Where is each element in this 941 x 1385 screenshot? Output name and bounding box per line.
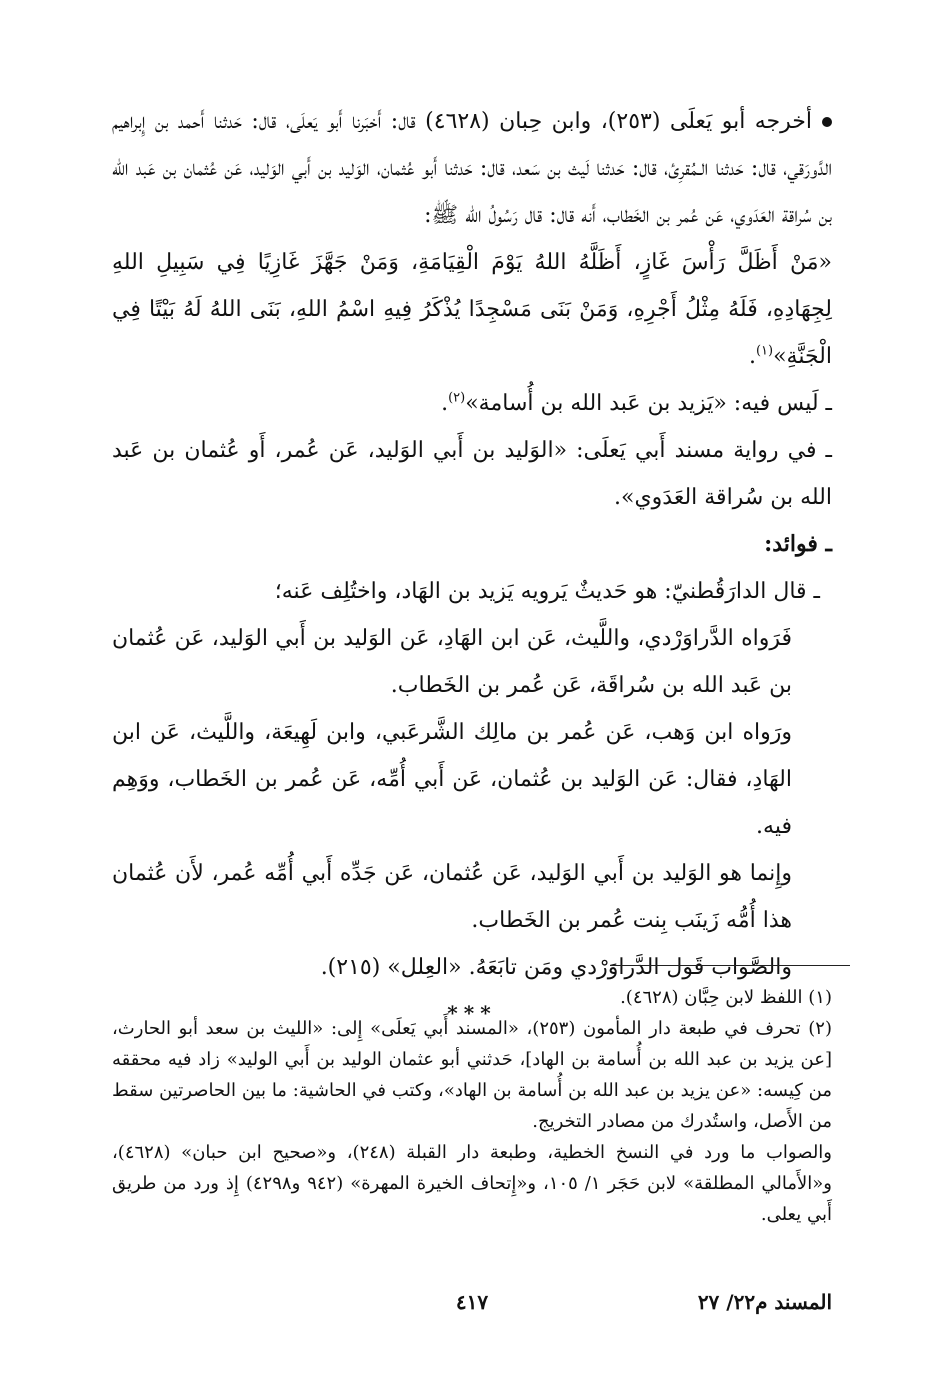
- hadith-text: «مَنْ أَظَلَّ رَأْسَ غَازٍ، أَظَلَّهُ اللهُ يَوْمَ الْقِيَامَةِ، وَمَنْ جَهَّزَ غَازِيًا فِي سَبِيلِ اللهِ لِجِهَادِهِ، فَلَهُ مِثْلُ أَجْرِهِ، وَمَنْ بَنَى مَسْجِدًا يُذْكَرُ فِيهِ اسْمُ اللهِ، بَنَى اللهُ لَهُ بَيْتًا فِي الْجَنَّةِ»: [112, 250, 832, 369]
- footnote-separator-rule: [610, 965, 850, 966]
- note-paragraph-2: ـ في رواية مسند أَبي يَعلَى: «الوَليد بن أَبي الوَليد، عَن عُمر، أَو عُثمان بن عَبد الله بن سُراقة العَدَوي».: [112, 438, 832, 510]
- note-1-text: ـ لَيس فيه: «يَزيد بن عَبد الله بن أُسامة»: [465, 391, 832, 416]
- benefit-paragraph-1: ـ قال الدارَقُطنيّ: هو حَديثٌ يَرويه يَزيد بن الهَاد، واختُلِف عَنه؛: [274, 579, 820, 604]
- footnotes: [112, 982, 832, 1230]
- note-1-end: .: [441, 391, 449, 416]
- footnote-ref-2: (٢): [448, 390, 466, 406]
- benefit-paragraph-5: والصَّواب قَول الدَّراوَرْدي ومَن تابَعَهُ. «العِلل» (٢١٥).: [320, 955, 792, 980]
- footnote-2: (٢) تحرف في طبعة دار المأمون (٢٥٣)، «المسند أَبي يَعلَى» إِلى: «الليث بن سعد أبو الحارث، [عن يزيد بن عبد الله بن أُسامة بن الهاد]، حَدثني أبو عثمان الوليد بن أَبي الوليد» زاد فيه محققه من كِيسه: «عن يزيد بن عبد الله بن أُسامة بن الهاد»، وكتب في الحاشية: ما بين الحاصرتين سقط من الأَصل، واستُدرك من مصادر التخريج.: [112, 1018, 832, 1132]
- footnote-ref-1: (١): [755, 343, 774, 359]
- benefit-paragraph-4: وإِنما هو الوَليد بن أَبي الوَليد، عَن عُثمان، عَن جَدِّه أَبي أُمِّه عُمر، لأَن عُثمان هذا أُمُّه زَينَب بِنت عُمر بن الخَطاب.: [112, 861, 792, 933]
- note-paragraph-1: [112, 380, 832, 427]
- benefit-paragraph-2: فَرَواه الدَّراوَرْدي، واللَّيث، عَن ابن الهَادِ، عَن الوَليد بن أَبي الوَليد، عَن عُثمان بن عَبد الله بن سُراقَة، عَن عُمر بن الخَطاب.: [112, 626, 792, 698]
- volume-reference: المسند م٢٢/ ٢٧: [697, 1290, 832, 1314]
- takhrij-paragraph: [112, 98, 832, 239]
- footnote-2-continuation: والصواب ما ورد في النسخ الخطية، وطبعة دار القبلة (٢٤٨)، و«صحيح ابن حبان» (٤٦٢٨)، و«الأَمالي المطلقة» لابن حَجَر ١/ ١٠٥، و«إِتحاف الخيرة المهرة» (٩٤٢ و٤٢٩٨) إِذ ورد من طريق أَبي يعلى.: [112, 1142, 833, 1225]
- benefits-heading: ـ فوائد:: [764, 531, 832, 557]
- benefit-paragraph-3: ورَواه ابن وَهب، عَن عُمر بن مالِك الشَّرعَبي، وابن لَهِيعَة، واللَّيث، عَن ابن الهَادِ، فقال: عَن الوَليد بن عُثمان، عَن أَبي أُمِّه، عَن عُمر بن الخَطاب، ووَهِم فيه.: [112, 720, 792, 839]
- main-text: [112, 98, 832, 1033]
- takhrij-text: أخرجه أبو يَعلَى (٢٥٣)، وابن حِبان (٤٦٢٨) قال: أَخبَرنا أَبو يَعلَى، قال: حَدثنا أَحمد بن إِبراهيم الدَّورَقي، قال: حَدثنا الـمُقرِئ، قال: حَدثنا لَيث بن سَعد، قال: حَدثنا أَبو عُثمان، الوَليد بن أَبي الوَليد، عَن عُثمان بن عَبد الله بن سُراقة العَدَوي، عَن عُمر بن الخَطاب، أَنه قال: قال رَسُولُ الله ﷺ:: [112, 109, 832, 228]
- section-separator-stars: ***: [447, 1001, 497, 1025]
- hadith-text-paragraph: «مَنْ أَظَلَّ رَأْسَ غَازٍ، أَظَلَّهُ اللهُ يَوْمَ الْقِيَامَةِ، وَمَنْ جَهَّزَ غَازِيًا فِي سَبِيلِ اللهِ لِجِهَادِهِ، فَلَهُ مِثْلُ أَجْرِهِ، وَمَنْ بَنَى مَسْجِدًا يُذْكَرُ فِيهِ اسْمُ اللهِ، بَنَى اللهُ لَهُ بَيْتًا فِي الْجَنَّةِ»$^{(١)}$.: [112, 250, 832, 369]
- page-number: ٤١٧: [455, 1290, 489, 1314]
- bullet-icon: [822, 117, 832, 127]
- footnote-1: (١) اللفظ لابن حِبَّان (٤٦٢٨).: [620, 987, 832, 1008]
- page-footer: [112, 1290, 832, 1326]
